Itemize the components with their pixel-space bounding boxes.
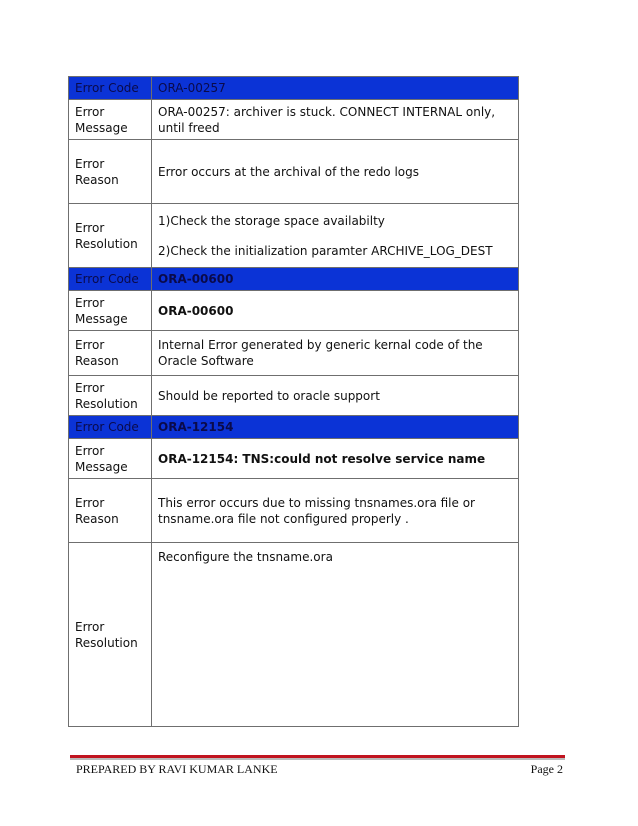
error-resolution-row: [69, 204, 519, 268]
error-code-label: Error Code: [69, 416, 152, 439]
error-reason-label: Error Reason: [69, 140, 152, 204]
error-message-value: ORA-00257: archiver is stuck. CONNECT INTERNAL only, until freed: [152, 100, 519, 140]
error-reason-row: [69, 331, 519, 376]
error-resolution-label: Error Resolution: [69, 543, 152, 727]
error-resolution-label: Error Resolution: [69, 204, 152, 268]
page-number: Page 2: [530, 762, 563, 776]
error-reason-value: Error occurs at the archival of the redo logs: [152, 140, 519, 204]
error-resolution-value: [152, 204, 519, 268]
error-code-row: [69, 77, 519, 100]
resolution-step: 1)Check the storage space availabilty: [158, 213, 385, 228]
resolution-step: 2)Check the initialization paramter ARCHIVE_LOG_DEST: [158, 243, 493, 258]
error-message-row: [69, 291, 519, 331]
error-code-row: [69, 416, 519, 439]
error-message-label: Error Message: [69, 100, 152, 140]
error-resolution-row: [69, 543, 519, 727]
error-resolution-label: Error Resolution: [69, 376, 152, 416]
error-reason-value: Internal Error generated by generic kernal code of the Oracle Software: [152, 331, 519, 376]
footer-author: PREPARED BY RAVI KUMAR LANKE: [76, 762, 278, 776]
error-table: [68, 76, 519, 727]
error-code-row: [69, 268, 519, 291]
error-resolution-row: [69, 376, 519, 416]
error-reason-value: This error occurs due to missing tnsnames.ora file or tnsname.ora file not configured properly .: [152, 479, 519, 543]
error-code-value: ORA-00257: [152, 77, 519, 100]
error-message-row: [69, 439, 519, 479]
error-resolution-value: Should be reported to oracle support: [152, 376, 519, 416]
error-code-label: Error Code: [69, 77, 152, 100]
error-message-value: ORA-12154: TNS:could not resolve service name: [152, 439, 519, 479]
error-code-value: ORA-12154: [152, 416, 519, 439]
error-resolution-value: Reconfigure the tnsname.ora: [152, 543, 519, 727]
error-code-value: ORA-00600: [152, 268, 519, 291]
error-message-label: Error Message: [69, 439, 152, 479]
error-reason-label: Error Reason: [69, 331, 152, 376]
error-reason-row: [69, 140, 519, 204]
footer-rule-shadow: [70, 758, 565, 760]
error-message-label: Error Message: [69, 291, 152, 331]
error-reason-row: [69, 479, 519, 543]
error-message-row: [69, 100, 519, 140]
error-message-value: ORA-00600: [152, 291, 519, 331]
error-reason-label: Error Reason: [69, 479, 152, 543]
error-code-label: Error Code: [69, 268, 152, 291]
